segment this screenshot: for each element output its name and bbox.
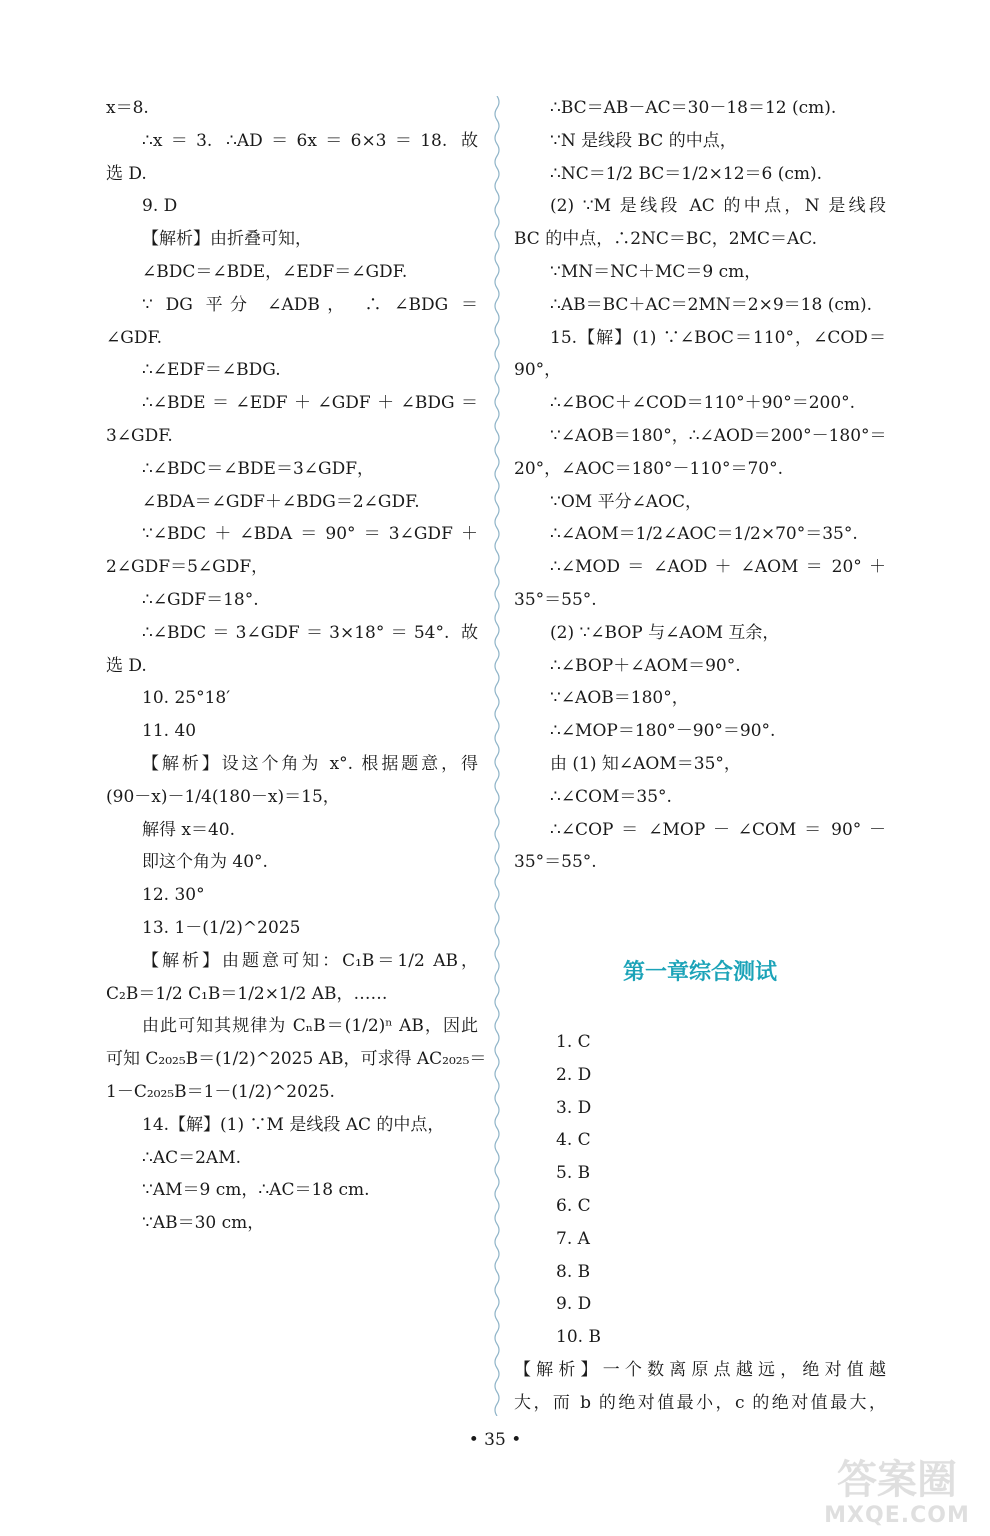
text-line: (90－x)－1/4(180－x)＝15， xyxy=(106,787,340,807)
answer-item: 9. D xyxy=(556,1294,592,1314)
text-line: 10. 25°18′ xyxy=(142,688,231,708)
text-line: ∴∠GDF＝18°. xyxy=(142,590,259,610)
text-line: 由 (1) 知∠AOM＝35°， xyxy=(550,754,741,774)
text-line: 12. 30° xyxy=(142,885,205,905)
text-line: 【解析】设这个角为 x°. 根据题意，得 xyxy=(142,754,478,774)
answer-item: 7. A xyxy=(556,1229,590,1249)
text-line: ∠BDA＝∠GDF＋∠BDG＝2∠GDF. xyxy=(142,492,420,512)
text-line: 即这个角为 40°. xyxy=(142,852,268,872)
text-line: ∴∠AOM＝1/2∠AOC＝1/2×70°＝35°. xyxy=(550,524,858,544)
answer-item: 6. C xyxy=(556,1196,591,1216)
text-line: ∴∠BDC＝3∠GDF＝3×18°＝54°. 故 xyxy=(142,623,478,643)
text-line: ∴∠MOD ＝ ∠AOD ＋ ∠AOM ＝ 20° ＋ xyxy=(550,557,886,577)
page-number: • 35 • xyxy=(468,1430,522,1450)
answer-item: 1. C xyxy=(556,1032,591,1052)
text-line: 14.【解】(1) ∵M 是线段 AC 的中点， xyxy=(142,1115,445,1135)
text-line: ∵∠BDC＋∠BDA＝90°＝3∠GDF＋ xyxy=(142,524,478,544)
text-line: ∠BDC＝∠BDE，∠EDF＝∠GDF. xyxy=(142,262,408,282)
text-line: ∵AM＝9 cm，∴AC＝18 cm. xyxy=(142,1180,370,1200)
text-line: ∴∠MOP＝180°－90°＝90°. xyxy=(550,721,776,741)
section-heading: 第一章综合测试 xyxy=(622,960,777,985)
text-line: ∵OM 平分∠AOC， xyxy=(550,492,703,512)
text-line: ∴∠BDE＝∠EDF＋∠GDF＋∠BDG＝ xyxy=(142,393,478,413)
answer-item: 2. D xyxy=(556,1065,592,1085)
answer-item: 10. B xyxy=(556,1327,601,1347)
text-line: ∵N 是线段 BC 的中点， xyxy=(550,131,737,151)
text-line: ∵AB＝30 cm， xyxy=(142,1213,265,1233)
text-line: x＝8. xyxy=(106,98,149,118)
text-line: (2) ∵∠BOP 与∠AOM 互余， xyxy=(550,623,780,643)
text-line: ∴∠BOC＋∠COD＝110°＋90°＝200°. xyxy=(550,393,856,413)
text-line: ∴∠COM＝35°. xyxy=(550,787,672,807)
text-line: ∵∠AOB＝180°，∴∠AOD＝200°－180°＝ xyxy=(550,426,887,446)
text-line: 选 D. xyxy=(106,164,147,184)
text-line: 可知 C₂₀₂₅B＝(1/2)^2025 AB，可求得 AC₂₀₂₅＝ xyxy=(106,1049,487,1069)
text-line: 2∠GDF＝5∠GDF， xyxy=(106,557,269,577)
text-line: 大，而 b 的绝对值最小，c 的绝对值最大， xyxy=(514,1393,886,1413)
text-line: ∴x＝3. ∴AD＝6x＝6×3＝18. 故 xyxy=(142,131,478,151)
text-line: ∵MN＝NC＋MC＝9 cm， xyxy=(550,262,762,282)
text-line: ∴∠BDC＝∠BDE＝3∠GDF， xyxy=(142,459,375,479)
text-line: 20°，∠AOC＝180°－110°＝70°. xyxy=(514,459,784,479)
text-line: ∴AB＝BC＋AC＝2MN＝2×9＝18 (cm). xyxy=(550,295,873,315)
text-line: ∵∠AOB＝180°， xyxy=(550,688,689,708)
answer-item: 5. B xyxy=(556,1163,591,1183)
text-line: ∵ DG 平分 ∠ADB， ∴ ∠BDG ＝ xyxy=(142,295,478,315)
text-line: 【解析】一个数离原点越远，绝对值越 xyxy=(514,1360,886,1380)
text-line: 1－C₂₀₂₅B＝1－(1/2)^2025. xyxy=(106,1082,335,1102)
text-line: 35°＝55°. xyxy=(514,590,597,610)
text-line: 【解析】由折叠可知， xyxy=(142,229,312,249)
text-line: ∴∠COP ＝ ∠MOP － ∠COM ＝ 90° － xyxy=(550,820,886,840)
watermark-text: MXQE.COM xyxy=(824,1503,970,1528)
text-line: (2) ∵M 是线段 AC 的中点，N 是线段 xyxy=(550,196,886,216)
text-line: 15.【解】(1) ∵∠BOC＝110°，∠COD＝ xyxy=(550,328,886,348)
text-line: 11. 40 xyxy=(142,721,197,741)
text-line: ∴NC＝1/2 BC＝1/2×12＝6 (cm). xyxy=(550,164,823,184)
text-line: 3∠GDF. xyxy=(106,426,173,446)
column-divider xyxy=(492,96,502,1416)
answer-item: 3. D xyxy=(556,1098,592,1118)
answer-item: 8. B xyxy=(556,1262,591,1282)
text-line: ∴∠BOP＋∠AOM＝90°. xyxy=(550,656,741,676)
text-line: ∠GDF. xyxy=(106,328,163,348)
text-line: BC 的中点，∴2NC＝BC，2MC＝AC. xyxy=(514,229,818,249)
watermark-logo xyxy=(812,1448,982,1532)
answer-item: 4. C xyxy=(556,1130,591,1150)
text-line: ∴AC＝2AM. xyxy=(142,1148,242,1168)
text-line: 选 D. xyxy=(106,656,147,676)
text-line: ∴∠EDF＝∠BDG. xyxy=(142,360,281,380)
watermark-glyphs: 答案圈 xyxy=(837,1457,957,1503)
text-line: 35°＝55°. xyxy=(514,852,597,872)
text-line: ∴BC＝AB－AC＝30－18＝12 (cm). xyxy=(550,98,837,118)
text-line: 13. 1－(1/2)^2025 xyxy=(142,918,301,938)
text-line: 9. D xyxy=(142,196,178,216)
text-line: 由此可知其规律为 CₙB＝(1/2)ⁿ AB，因此 xyxy=(142,1016,478,1036)
text-line: 【解析】由题意可知：C₁B＝1/2 AB， xyxy=(142,951,478,971)
text-line: C₂B＝1/2 C₁B＝1/2×1/2 AB，…… xyxy=(106,984,388,1004)
text-line: 解得 x＝40. xyxy=(142,820,236,840)
text-line: 90°， xyxy=(514,360,562,380)
